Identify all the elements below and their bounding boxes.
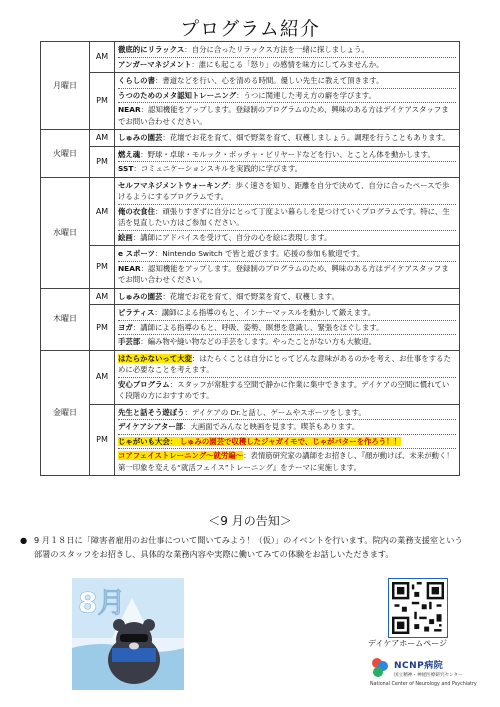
program-items <box>115 73 460 130</box>
logo-name: NCNP病院 <box>394 661 444 671</box>
program-items <box>115 42 460 73</box>
program-item <box>118 74 456 89</box>
program-items <box>115 350 460 404</box>
month-label: 8月 <box>78 586 126 619</box>
schedule-row <box>41 246 460 289</box>
ncnp-logo <box>370 656 480 696</box>
program-name: うつのためのメタ認知トレーニング <box>118 90 237 100</box>
program-name: アンガーマネジメント <box>118 59 192 69</box>
program-description: ：認知機能をアップします。登録制のプログラムのため、興味のある方はデイケアスタッフまでお問い合わせください。 <box>118 105 449 126</box>
program-items <box>115 305 460 351</box>
program-description: ：うつに関連した考え方の癖を学びます。 <box>236 90 376 100</box>
program-name: 燃え魂 <box>118 149 141 159</box>
period-label: AM <box>90 288 115 305</box>
program-item <box>118 406 456 421</box>
program-item <box>118 89 456 104</box>
program-item <box>118 352 456 378</box>
program-name: じゃがいも大会 <box>118 436 170 446</box>
program-description: ：大画面でみんなと映画を見ます。喫茶もあります。 <box>183 422 360 431</box>
notice-text-block <box>20 533 464 561</box>
day-label: 月曜日 <box>41 42 90 130</box>
program-item <box>118 449 456 474</box>
program-item <box>118 179 456 205</box>
program-description: ：書道などを行い、心を清める時間。優しい先生に教えて頂きます。 <box>154 76 384 85</box>
day-label: 金曜日 <box>41 350 90 476</box>
program-item <box>118 321 456 336</box>
program-name: 手芸部 <box>118 337 141 346</box>
program-item <box>118 335 456 349</box>
program-name: 絵画 <box>118 232 133 242</box>
program-items <box>115 146 460 177</box>
period-label: PM <box>90 246 115 289</box>
program-name: 先生と話そう遊ぼう <box>118 407 185 417</box>
schedule-row <box>41 177 460 246</box>
period-label: AM <box>90 177 115 246</box>
day-label: 火曜日 <box>41 130 90 178</box>
program-description: ：講師にアドバイスを受けて、自分の心を絵に表現します。 <box>132 232 332 242</box>
program-item <box>118 420 456 435</box>
schedule-row <box>41 130 460 147</box>
program-item <box>118 247 456 262</box>
program-name: はたらかないって大変 <box>118 353 192 363</box>
program-name: NEAR <box>118 105 141 114</box>
notice-text: 9 月１８日に「障害者雇用のお仕事について聞いてみよう！（仮）」のイベントを行います。院内の業務支援室という部署のスタッフをお招きし、具体的な業務内容や実際に働いてみての体験をお話しいただきます。 <box>34 535 463 559</box>
schedule-row <box>41 42 460 73</box>
program-name: デイケアシアター部 <box>118 422 184 431</box>
bullet-icon: ● <box>20 535 28 545</box>
notice-title: ＜9 月の告知＞ <box>208 514 292 528</box>
program-item <box>118 205 456 231</box>
schedule-row <box>41 350 460 404</box>
program-item <box>118 43 456 58</box>
program-description: ：花壇でお花を育て、畑で野菜を育て、収穫します。 <box>162 291 339 301</box>
program-name: くらしの書 <box>118 76 155 85</box>
period-label: AM <box>90 350 115 404</box>
program-description: ：編み物や縫い物などの手芸をします。やったことがない方も大歓迎。 <box>140 337 377 346</box>
qr-code[interactable] <box>388 578 448 638</box>
program-item <box>118 435 456 450</box>
program-description: ：認知機能をアップします。登録制のプログラムのため、興味のある方はデイケアスタッフまでお問い合わせください。 <box>118 263 449 284</box>
program-item <box>118 378 456 403</box>
day-label: 木曜日 <box>41 288 90 350</box>
program-description: ：講師による指導のもと、インナーマッスルを動かして鍛えます。 <box>154 308 376 317</box>
program-description: ：誰にも起こる「怒り」の感情を味方にしてみませんか。 <box>191 59 384 69</box>
logo-subtitle: 国立精神・神経医療研究センター <box>394 673 463 678</box>
schedule-row <box>41 288 460 305</box>
program-item <box>118 58 456 72</box>
program-name: e スポーツ <box>118 249 155 258</box>
program-item <box>118 306 456 321</box>
schedule-row <box>41 404 460 476</box>
month-illustration <box>72 578 184 690</box>
day-label: 水曜日 <box>41 177 90 288</box>
qr-code-icon <box>392 582 444 634</box>
program-description: ：コミュニケーションスキルを実践的に学びます。 <box>133 164 303 173</box>
program-description: ：はたらくことは自分にとってどんな意味があるのかを考え、お仕事をするために必要なことを考えます。 <box>118 353 451 374</box>
program-name: しゅみの園芸 <box>118 133 163 142</box>
program-description: ：頑張りすぎずに自分にとって丁度よい暮らしを見つけていくプログラムです。特に、生活を見直したい方はご参加ください。 <box>118 206 450 227</box>
period-label: PM <box>90 146 115 177</box>
program-item <box>118 148 456 163</box>
schedule-row <box>41 146 460 177</box>
period-label: PM <box>90 73 115 130</box>
program-item <box>118 131 456 145</box>
program-name: しゅみの園芸 <box>118 291 163 301</box>
period-label: AM <box>90 130 115 147</box>
period-label: PM <box>90 305 115 351</box>
page-title: プログラム紹介 <box>180 18 320 40</box>
period-label: PM <box>90 404 115 476</box>
program-item <box>118 290 456 304</box>
program-name: 徹底的にリラックス <box>118 45 185 54</box>
program-items <box>115 177 460 246</box>
program-name: セルフマネジメントウォーキング <box>118 180 229 190</box>
program-description: ：Nintendo Switch で皆と遊びます。応援の参加も歓迎です。 <box>154 249 365 258</box>
program-table <box>40 41 460 476</box>
program-items <box>115 404 460 476</box>
program-item <box>118 162 456 176</box>
program-description: ：スタッフが常駐する空間で静かに作業に集中できます。デイケアの空間に慣れていく段階の方におすすめです。 <box>118 379 450 400</box>
program-name: 安心プログラム <box>118 379 170 389</box>
program-name: ヨガ <box>118 322 133 332</box>
program-description: ： しゅみの園芸で収穫したジャガイモで、じゃがバターを作ろう！！ <box>169 436 401 446</box>
program-item <box>118 103 456 128</box>
program-name: 俺の衣食住 <box>118 206 155 216</box>
program-item <box>118 231 456 245</box>
program-description: ：歩く速さを知り、距離を自分で決めて、自分に合ったペースで歩けるようにするプログラムです。 <box>118 180 450 201</box>
schedule-row <box>41 73 460 130</box>
program-description: ：野球・卓球・モルック・ボッチャ・ビリヤードなどを行い、とことん体を動かします。 <box>140 149 435 159</box>
period-label: AM <box>90 42 115 73</box>
qr-label: デイケアホームページ <box>368 639 448 648</box>
program-items <box>115 246 460 289</box>
program-description: ：デイケアの Dr.と話し、ゲームやスポーツをします。 <box>184 407 366 417</box>
program-description: ：講師による指導のもと、呼吸、姿勢、瞑想を意識し、緊張をほぐします。 <box>132 322 384 332</box>
program-item <box>118 262 456 287</box>
program-description: ：自分に合ったリラックス方法を一緒に探しましょう。 <box>184 45 369 54</box>
logo-english: National Center of Neurology and Psychiatry <box>370 682 477 687</box>
ncnp-logo-icon <box>370 656 390 680</box>
program-name: NEAR <box>118 263 141 273</box>
program-description: ：表情筋研究家の講師をお招きし、『顔が動けば、未来が動く！第一印象を変える“就活フェイス”トレーニング』をテーマに実施します。 <box>118 451 454 472</box>
schedule-row <box>41 305 460 351</box>
program-name: コアフェイストレーニング～就労編～ <box>118 451 244 460</box>
program-name: SST <box>118 164 134 173</box>
program-name: ピラティス <box>118 308 155 317</box>
program-items <box>115 288 460 305</box>
program-items <box>115 130 460 147</box>
program-description: ：花壇でお花を育て、畑で野菜を育て、収穫しましょう。調理を行うこともあります。 <box>162 133 450 142</box>
